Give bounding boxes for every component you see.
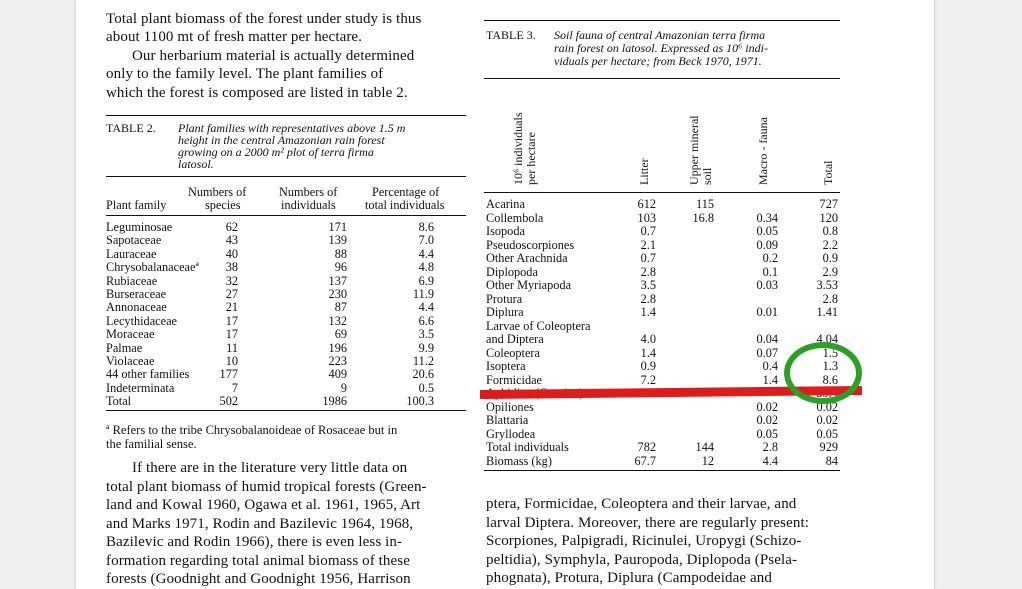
- text-line: larval Diptera. Moreover, there are regularly present:: [486, 515, 809, 531]
- cell-group: Gryllodea: [486, 426, 536, 441]
- col-header-mineral-soil: soil: [700, 167, 714, 185]
- cell-litter: 0.7: [640, 251, 656, 265]
- cell-individuals: 96: [334, 260, 347, 275]
- cell-family: Lauraceae: [106, 246, 157, 261]
- cell-group: Biomass (kg): [486, 453, 552, 468]
- cell-litter: 2.1: [640, 237, 656, 252]
- cell-percent: 100.3: [406, 394, 434, 409]
- table-3-label: TABLE 3.: [486, 28, 536, 42]
- cell-group: Diplura: [486, 305, 524, 319]
- cell-macro: 0.03: [756, 278, 778, 292]
- cell-percent: 3.5: [418, 327, 434, 342]
- cell-family: Moraceae: [106, 327, 155, 342]
- table-3-caption: Soil fauna of central Amazonian terra firma: [554, 28, 766, 42]
- text-line: Total plant biomass of the forest under study is thus: [106, 11, 422, 27]
- cell-litter: 2.8: [640, 264, 656, 279]
- cell-macro: 0.02: [756, 399, 778, 414]
- cell-macro: 0.02: [756, 413, 778, 427]
- cell-litter: 612: [637, 197, 656, 211]
- table-3-caption: viduals per hectare; from Beck 1970, 1971.: [554, 54, 762, 68]
- cell-family: Leguminosae: [106, 220, 173, 234]
- cell-litter: 782: [637, 440, 656, 454]
- cell-litter: 4.0: [640, 332, 656, 346]
- cell-group: Isopoda: [486, 224, 525, 238]
- table-2-caption: latosol.: [178, 157, 214, 171]
- cell-species: 40: [225, 246, 238, 261]
- col-header-percent: Percentage of: [372, 185, 440, 199]
- text-line: only to the family level. The plant families of: [106, 66, 384, 82]
- cell-group: Acarina: [486, 197, 525, 211]
- cell-total: 1.3: [822, 359, 838, 373]
- cell-family: 44 other families: [106, 367, 190, 382]
- cell-percent: 8.6: [418, 220, 434, 234]
- cell-group: and Diptera: [486, 332, 544, 346]
- cell-litter: 1.4: [640, 305, 656, 319]
- cell-species: 32: [225, 273, 238, 288]
- table-2-caption: Plant families with representatives above 1.5 m: [178, 121, 406, 135]
- cell-group: Formicidae: [486, 372, 543, 387]
- cell-macro: 0.2: [762, 251, 778, 265]
- cell-group: Larvae of Coleoptera: [486, 318, 591, 333]
- cell-soil: 12: [701, 453, 714, 468]
- cell-macro: 0.1: [762, 264, 778, 279]
- col-header-percent: total individuals: [365, 198, 445, 212]
- cell-individuals: 87: [334, 300, 347, 315]
- cell-species: 11: [226, 340, 238, 355]
- cell-total: 0.05: [816, 426, 838, 441]
- col-header-macro-fauna: Macro - fauna: [756, 117, 770, 185]
- col-header-family: Plant family: [106, 198, 167, 212]
- cell-individuals: 137: [328, 273, 347, 288]
- cell-litter: 103: [637, 210, 656, 225]
- cell-group: Protura: [486, 291, 523, 306]
- cell-percent: 6.6: [418, 313, 434, 328]
- cell-family: Chrysobalanaceaeª: [106, 260, 199, 275]
- cell-individuals: 223: [328, 354, 347, 368]
- text-line: land and Kowal 1960, Ogawa et al. 1961, 1965, Art: [106, 497, 421, 513]
- cell-total: 0.8: [822, 224, 838, 238]
- cell-macro: 2.8: [762, 440, 778, 454]
- cell-total: 120: [819, 210, 838, 225]
- text-line: phognata), Protura, Diplura (Campodeidae and: [486, 570, 772, 586]
- cell-macro: 0.05: [756, 426, 778, 441]
- table-2-footnote: ª Refers to the tribe Chrysobalanoideae of Rosaceae but in: [106, 423, 398, 437]
- cell-total: 4.04: [816, 332, 838, 346]
- cell-individuals: 139: [328, 233, 347, 248]
- cell-total: 2.9: [822, 264, 838, 279]
- cell-macro: 0.05: [756, 224, 778, 238]
- col-header-group: 10⁶ individuals: [511, 112, 525, 185]
- cell-species: 177: [219, 367, 238, 382]
- table-2-caption: height in the central Amazonian rain forest: [178, 133, 385, 147]
- cell-individuals: 69: [334, 327, 347, 342]
- cell-individuals: 9: [340, 380, 347, 395]
- text-line: and Marks 1971, Rodin and Bazilevic 1964, 1968,: [106, 516, 414, 532]
- col-header-species: Numbers of: [188, 185, 247, 199]
- cell-percent: 9.9: [418, 340, 434, 355]
- cell-soil: 16.8: [692, 210, 714, 225]
- cell-individuals: 171: [328, 220, 347, 234]
- cell-macro: 0.07: [756, 345, 778, 360]
- cell-total: 8.6: [822, 372, 838, 387]
- cell-family: Rubiaceae: [106, 273, 158, 288]
- cell-litter: 0.9: [640, 359, 656, 373]
- cell-litter: 0.7: [640, 224, 656, 238]
- cell-family: Total: [106, 394, 132, 409]
- cell-percent: 11.2: [412, 354, 434, 368]
- cell-macro: 0.04: [756, 332, 778, 346]
- cell-individuals: 196: [328, 340, 347, 355]
- col-header-mineral-soil: Upper mineral: [687, 115, 701, 185]
- cell-group: Other Arachnida: [486, 251, 568, 265]
- table-3-caption: rain forest on latosol. Expressed as 10⁶ indi-: [554, 41, 768, 55]
- cell-individuals: 88: [334, 246, 347, 261]
- cell-family: Lecythidaceae: [106, 313, 177, 328]
- cell-total: 0.9: [822, 251, 838, 265]
- table-2-caption: growing on a 2000 m² plot of terra firma: [178, 145, 374, 159]
- cell-percent: 4.4: [418, 246, 434, 261]
- col-header-individuals: Numbers of: [279, 185, 338, 199]
- col-header-group: per hectare: [524, 132, 538, 185]
- cell-percent: 20.6: [412, 367, 434, 382]
- cell-individuals: 1986: [322, 394, 347, 409]
- cell-species: 17: [225, 327, 238, 342]
- cell-percent: 4.4: [418, 300, 434, 315]
- text-line: Our herbarium material is actually determined: [132, 48, 415, 64]
- cell-family: Sapotaceae: [106, 233, 162, 248]
- cell-total: 727: [819, 197, 838, 211]
- col-header-litter: Litter: [637, 158, 651, 185]
- table-2-footnote: the familial sense.: [106, 437, 197, 451]
- cell-soil: 115: [696, 197, 714, 211]
- text-line: total plant biomass of humid tropical forests (Green-: [106, 479, 427, 495]
- text-line: forests (Goodnight and Goodnight 1956, Harrison: [106, 571, 411, 587]
- cell-individuals: 132: [328, 313, 347, 328]
- cell-group: Diplopoda: [486, 264, 538, 279]
- cell-species: 17: [225, 313, 238, 328]
- cell-percent: 4.8: [418, 260, 434, 275]
- cell-litter: 2.8: [640, 291, 656, 306]
- text-line: formation regarding total animal biomass of these: [106, 553, 410, 569]
- cell-total: 2.8: [822, 291, 838, 306]
- cell-percent: 7.0: [418, 233, 434, 248]
- cell-family: Palmae: [106, 340, 143, 355]
- cell-litter: 7.2: [640, 372, 656, 387]
- cell-group: Coleoptera: [486, 345, 540, 360]
- text-line: peltidia), Symphyla, Pauropoda, Diplopoda (Psela-: [486, 552, 798, 568]
- cell-group: Blattaria: [486, 413, 529, 427]
- col-header-total: Total: [821, 160, 835, 185]
- cell-individuals: 230: [328, 287, 347, 301]
- cell-species: 502: [219, 394, 238, 409]
- cell-macro: 4.4: [762, 453, 778, 468]
- green-circle-annotation: [784, 342, 862, 404]
- cell-total: 1.41: [816, 305, 838, 319]
- text-line: about 1100 mt of fresh matter per hectare.: [106, 29, 363, 45]
- text-line: which the forest is composed are listed in table 2.: [106, 85, 408, 101]
- cell-litter: 1.4: [640, 345, 656, 360]
- cell-total: 1.5: [822, 345, 838, 360]
- cell-macro: 0.34: [756, 210, 778, 225]
- document-page: [76, 0, 934, 589]
- cell-group: Opiliones: [486, 399, 534, 414]
- cell-total: 0.02: [816, 399, 838, 414]
- cell-group: Pseudoscorpiones: [486, 237, 575, 252]
- cell-species: 62: [225, 220, 238, 234]
- cell-group: Total individuals: [486, 440, 569, 454]
- cell-litter: 3.5: [640, 278, 656, 292]
- cell-percent: 11.9: [412, 287, 434, 301]
- table-2-label: TABLE 2.: [106, 121, 156, 135]
- cell-soil: 144: [695, 440, 714, 454]
- text-line: If there are in the literature very little data on: [132, 460, 408, 476]
- cell-species: 43: [225, 233, 238, 248]
- col-header-individuals: individuals: [281, 198, 336, 212]
- cell-species: 7: [231, 380, 238, 395]
- cell-total: 3.53: [816, 278, 838, 292]
- scrollbar[interactable]: [1008, 0, 1022, 589]
- cell-total: 0.02: [816, 413, 838, 427]
- col-header-species: species: [205, 198, 241, 212]
- cell-percent: 0.5: [418, 380, 434, 395]
- cell-macro: 0.4: [762, 359, 778, 373]
- cell-macro: 1.4: [762, 372, 778, 387]
- cell-family: Burseraceae: [106, 287, 167, 301]
- text-line: ptera, Formicidae, Coleoptera and their larvae, and: [486, 496, 797, 512]
- cell-macro: 0.09: [756, 237, 778, 252]
- cell-family: Violaceae: [106, 354, 155, 368]
- cell-macro: 0.01: [756, 305, 778, 319]
- cell-total: 84: [825, 453, 838, 468]
- cell-litter: 67.7: [634, 453, 656, 468]
- cell-family: Indeterminata: [106, 380, 175, 395]
- cell-species: 27: [225, 287, 238, 301]
- cell-total: 2.2: [822, 237, 838, 252]
- cell-group: Other Myriapoda: [486, 278, 572, 292]
- cell-group: Isoptera: [486, 359, 526, 373]
- text-line: Scorpiones, Palpigradi, Ricinulei, Uropygi (Schizo-: [486, 533, 802, 549]
- cell-percent: 6.9: [418, 273, 434, 288]
- cell-individuals: 409: [328, 367, 347, 382]
- text-line: Bazilevic and Rodin 1966), there is even less in-: [106, 534, 403, 550]
- cell-total: 929: [819, 440, 838, 454]
- cell-species: 38: [225, 260, 238, 275]
- cell-family: Annonaceae: [106, 300, 167, 315]
- cell-species: 21: [225, 300, 238, 315]
- cell-species: 10: [225, 354, 238, 368]
- cell-group: Collembola: [486, 210, 544, 225]
